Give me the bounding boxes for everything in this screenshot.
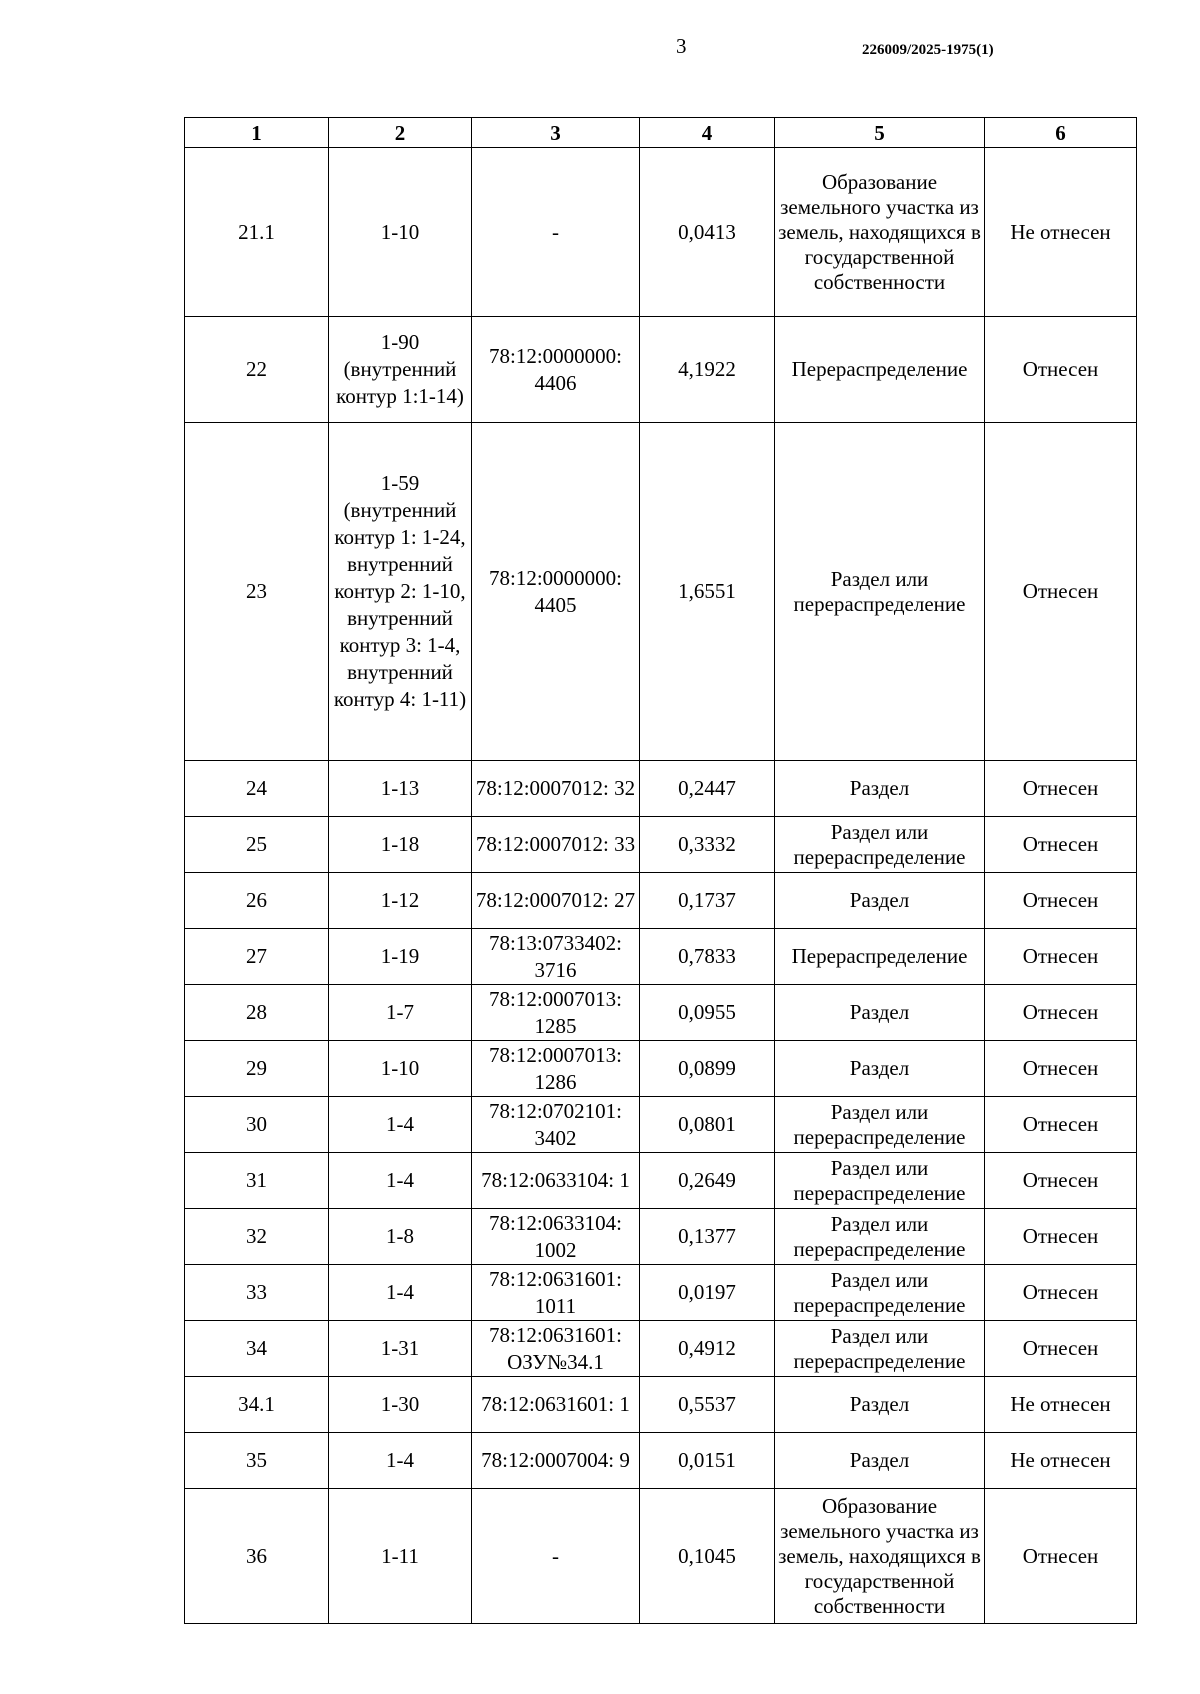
column-header-1: 1 — [185, 118, 329, 148]
table-cell-c3: 78:12:0631601: 1011 — [472, 1265, 640, 1321]
table-cell-c5: Образование земельного участка из земель, находящихся в государственной собственности — [775, 1489, 985, 1624]
table-cell-c1: 21.1 — [185, 148, 329, 317]
table-cell-c2: 1-7 — [329, 985, 472, 1041]
table-row — [185, 929, 1137, 985]
table-cell-c4: 0,1737 — [640, 873, 775, 929]
table-cell-c4: 4,1922 — [640, 317, 775, 423]
table-row — [185, 1377, 1137, 1433]
table-cell-c2: 1-13 — [329, 761, 472, 817]
table-cell-c3: 78:12:0633104: 1 — [472, 1153, 640, 1209]
table-cell-c1: 24 — [185, 761, 329, 817]
document-reference: 226009/2025-1975(1) — [862, 42, 994, 58]
table-cell-c5: Раздел — [775, 873, 985, 929]
table-cell-c5: Раздел — [775, 1433, 985, 1489]
table-row — [185, 1153, 1137, 1209]
table-cell-c2: 1-10 — [329, 148, 472, 317]
table-cell-c5: Образование земельного участка из земель, находящихся в государственной собственности — [775, 148, 985, 317]
table-row — [185, 1321, 1137, 1377]
table-cell-c6: Отнесен — [985, 423, 1137, 761]
table-cell-c5: Перераспределение — [775, 929, 985, 985]
table-row — [185, 1097, 1137, 1153]
table-cell-c4: 0,0197 — [640, 1265, 775, 1321]
table-cell-c5: Раздел или перераспределение — [775, 1153, 985, 1209]
table-cell-c1: 35 — [185, 1433, 329, 1489]
table-row — [185, 1041, 1137, 1097]
column-header-5: 5 — [775, 118, 985, 148]
table-cell-c5: Раздел или перераспределение — [775, 817, 985, 873]
table-cell-c2: 1-31 — [329, 1321, 472, 1377]
table-cell-c6: Отнесен — [985, 873, 1137, 929]
table-row — [185, 817, 1137, 873]
table-cell-c6: Отнесен — [985, 1041, 1137, 1097]
table-cell-c1: 30 — [185, 1097, 329, 1153]
table-cell-c3: 78:12:0631601: 1 — [472, 1377, 640, 1433]
table-cell-c5: Раздел — [775, 985, 985, 1041]
column-header-2: 2 — [329, 118, 472, 148]
table-cell-c1: 34.1 — [185, 1377, 329, 1433]
table-cell-c4: 0,1377 — [640, 1209, 775, 1265]
table-row — [185, 1209, 1137, 1265]
table-cell-c5: Раздел или перераспределение — [775, 1209, 985, 1265]
table-row — [185, 985, 1137, 1041]
table-cell-c1: 28 — [185, 985, 329, 1041]
table-cell-c2: 1-8 — [329, 1209, 472, 1265]
table-cell-c2: 1-4 — [329, 1265, 472, 1321]
table-header — [185, 118, 1137, 148]
table-cell-c5: Перераспределение — [775, 317, 985, 423]
table-cell-c4: 0,5537 — [640, 1377, 775, 1433]
column-header-3: 3 — [472, 118, 640, 148]
table-row — [185, 1433, 1137, 1489]
table-cell-c4: 0,0151 — [640, 1433, 775, 1489]
table-row — [185, 317, 1137, 423]
table-body — [185, 148, 1137, 1624]
table-row — [185, 1489, 1137, 1624]
table-cell-c6: Не отнесен — [985, 1377, 1137, 1433]
table-cell-c5: Раздел или перераспределение — [775, 423, 985, 761]
table-cell-c5: Раздел — [775, 1041, 985, 1097]
table-cell-c1: 33 — [185, 1265, 329, 1321]
table-cell-c4: 0,1045 — [640, 1489, 775, 1624]
table-row — [185, 761, 1137, 817]
table-cell-c4: 0,0955 — [640, 985, 775, 1041]
land-plots-table — [184, 117, 1137, 1624]
table-cell-c4: 0,2649 — [640, 1153, 775, 1209]
table-cell-c4: 0,2447 — [640, 761, 775, 817]
table-cell-c2: 1-10 — [329, 1041, 472, 1097]
table-cell-c6: Отнесен — [985, 1489, 1137, 1624]
table-cell-c2: 1-19 — [329, 929, 472, 985]
table-cell-c2: 1-18 — [329, 817, 472, 873]
table-cell-c3: 78:12:0007012: 27 — [472, 873, 640, 929]
table-cell-c4: 0,4912 — [640, 1321, 775, 1377]
table-cell-c1: 22 — [185, 317, 329, 423]
table-cell-c2: 1-12 — [329, 873, 472, 929]
table-cell-c3: 78:12:0000000: 4406 — [472, 317, 640, 423]
column-header-6: 6 — [985, 118, 1137, 148]
table-cell-c2: 1-90 (внутренний контур 1:1-14) — [329, 317, 472, 423]
table-cell-c2: 1-30 — [329, 1377, 472, 1433]
table-cell-c2: 1-11 — [329, 1489, 472, 1624]
table-cell-c4: 0,0413 — [640, 148, 775, 317]
table-cell-c6: Не отнесен — [985, 148, 1137, 317]
column-header-4: 4 — [640, 118, 775, 148]
table-cell-c2: 1-4 — [329, 1153, 472, 1209]
table-cell-c5: Раздел или перераспределение — [775, 1265, 985, 1321]
table-cell-c1: 27 — [185, 929, 329, 985]
table-cell-c6: Отнесен — [985, 985, 1137, 1041]
table-cell-c4: 0,0899 — [640, 1041, 775, 1097]
table-cell-c5: Раздел или перераспределение — [775, 1097, 985, 1153]
table-row — [185, 148, 1137, 317]
table-cell-c3: 78:12:0007012: 32 — [472, 761, 640, 817]
table-row — [185, 1265, 1137, 1321]
table-cell-c3: 78:12:0007013: 1285 — [472, 985, 640, 1041]
table-cell-c6: Отнесен — [985, 929, 1137, 985]
table-cell-c3: 78:12:0007004: 9 — [472, 1433, 640, 1489]
table-cell-c6: Отнесен — [985, 761, 1137, 817]
table-cell-c3: - — [472, 1489, 640, 1624]
table-cell-c5: Раздел — [775, 1377, 985, 1433]
table-cell-c3: 78:12:0000000: 4405 — [472, 423, 640, 761]
table-cell-c3: 78:12:0633104: 1002 — [472, 1209, 640, 1265]
table-cell-c4: 1,6551 — [640, 423, 775, 761]
table-cell-c1: 36 — [185, 1489, 329, 1624]
table-cell-c1: 25 — [185, 817, 329, 873]
table-cell-c1: 31 — [185, 1153, 329, 1209]
table-cell-c2: 1-4 — [329, 1097, 472, 1153]
table-row — [185, 423, 1137, 761]
table-cell-c6: Отнесен — [985, 1321, 1137, 1377]
table-cell-c1: 32 — [185, 1209, 329, 1265]
table-cell-c2: 1-59 (внутренний контур 1: 1-24, внутренний контур 2: 1-10, внутренний контур 3: 1-4, внутренний контур 4: 1-11) — [329, 423, 472, 761]
table-cell-c4: 0,0801 — [640, 1097, 775, 1153]
table-cell-c1: 26 — [185, 873, 329, 929]
table-cell-c6: Отнесен — [985, 1209, 1137, 1265]
table-cell-c3: 78:12:0007013: 1286 — [472, 1041, 640, 1097]
table-cell-c6: Не отнесен — [985, 1433, 1137, 1489]
table-cell-c1: 23 — [185, 423, 329, 761]
table-cell-c3: - — [472, 148, 640, 317]
table-cell-c6: Отнесен — [985, 1097, 1137, 1153]
table-cell-c4: 0,3332 — [640, 817, 775, 873]
table-cell-c1: 34 — [185, 1321, 329, 1377]
table-cell-c3: 78:12:0702101: 3402 — [472, 1097, 640, 1153]
table-cell-c3: 78:13:0733402: 3716 — [472, 929, 640, 985]
table-cell-c1: 29 — [185, 1041, 329, 1097]
table-cell-c6: Отнесен — [985, 317, 1137, 423]
table-cell-c3: 78:12:0631601: ОЗУ№34.1 — [472, 1321, 640, 1377]
table-cell-c5: Раздел — [775, 761, 985, 817]
table-cell-c2: 1-4 — [329, 1433, 472, 1489]
page-number: 3 — [676, 34, 687, 58]
table-cell-c6: Отнесен — [985, 1265, 1137, 1321]
land-plots-table-container — [184, 117, 1137, 1624]
table-cell-c3: 78:12:0007012: 33 — [472, 817, 640, 873]
table-cell-c6: Отнесен — [985, 817, 1137, 873]
table-cell-c5: Раздел или перераспределение — [775, 1321, 985, 1377]
table-header-row — [185, 118, 1137, 148]
table-cell-c4: 0,7833 — [640, 929, 775, 985]
table-cell-c6: Отнесен — [985, 1153, 1137, 1209]
table-row — [185, 873, 1137, 929]
